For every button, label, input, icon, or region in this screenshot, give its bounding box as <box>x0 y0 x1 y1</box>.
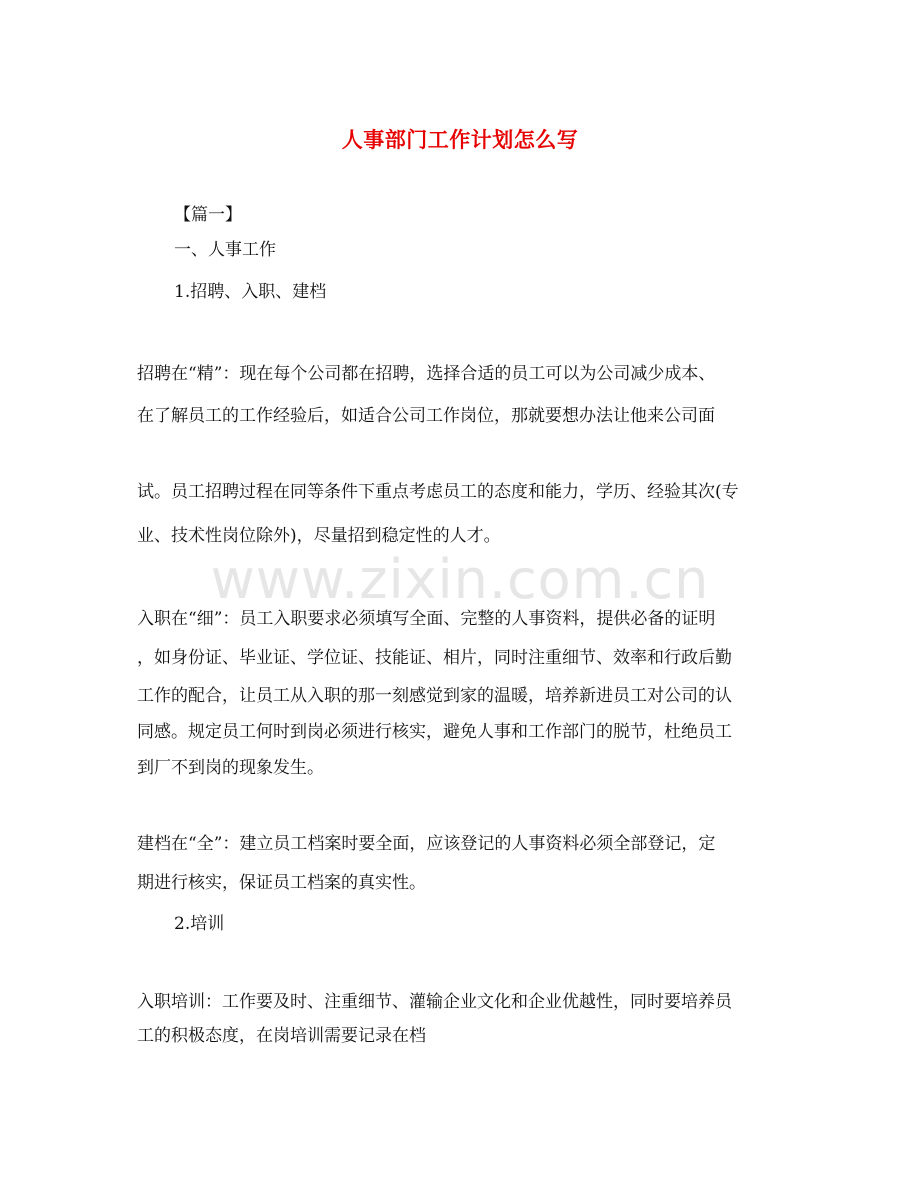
paragraph-line: 期进行核实，保证员工档案的真实性。 <box>137 873 426 893</box>
watermark-text: www.zixin.com.cn <box>210 548 710 611</box>
paragraph-line: 同感。规定员工何时到岗必须进行核实，避免人事和工作部门的脱节，杜绝员工 <box>137 722 732 742</box>
paragraph-line: 招聘在“精”：现在每个公司都在招聘，选择合适的员工可以为公司减少成本、 <box>137 364 716 384</box>
paragraph-line: ，如身份证、毕业证、学位证、技能证、相片，同时注重细节、效率和行政后勤 <box>137 648 732 668</box>
subheading-recruitment: 1.招聘、入职、建档 <box>174 282 327 302</box>
paragraph-line: 试。员工招聘过程在同等条件下重点考虑员工的态度和能力，学历、经验其次(专 <box>137 482 739 502</box>
paragraph-line: 入职在“细”：员工入职要求必须填写全面、完整的人事资料，提供必备的证明 <box>137 609 716 629</box>
paragraph-line: 入职培训：工作要及时、注重细节、灌输企业文化和企业优越性，同时要培养员 <box>137 992 732 1012</box>
paragraph-line: 业、技术性岗位除外)，尽量招到稳定性的人才。 <box>137 526 501 546</box>
subheading-training: 2.培训 <box>174 914 225 934</box>
paragraph-line: 在了解员工的工作经验后，如适合公司工作岗位，那就要想办法让他来公司面 <box>137 406 715 426</box>
paragraph-line: 工作的配合，让员工从入职的那一刻感觉到家的温暖，培养新进员工对公司的认 <box>137 686 732 706</box>
section-heading: 一、人事工作 <box>174 240 276 260</box>
paragraph-line: 到厂不到岗的现象发生。 <box>137 758 324 778</box>
document-title: 人事部门工作计划怎么写 <box>341 128 579 152</box>
paragraph-line: 建档在“全”：建立员工档案时要全面，应该登记的人事资料必须全部登记，定 <box>137 834 716 854</box>
section-label: 【篇一】 <box>174 205 242 225</box>
paragraph-line: 工的积极态度，在岗培训需要记录在档 <box>137 1026 426 1046</box>
